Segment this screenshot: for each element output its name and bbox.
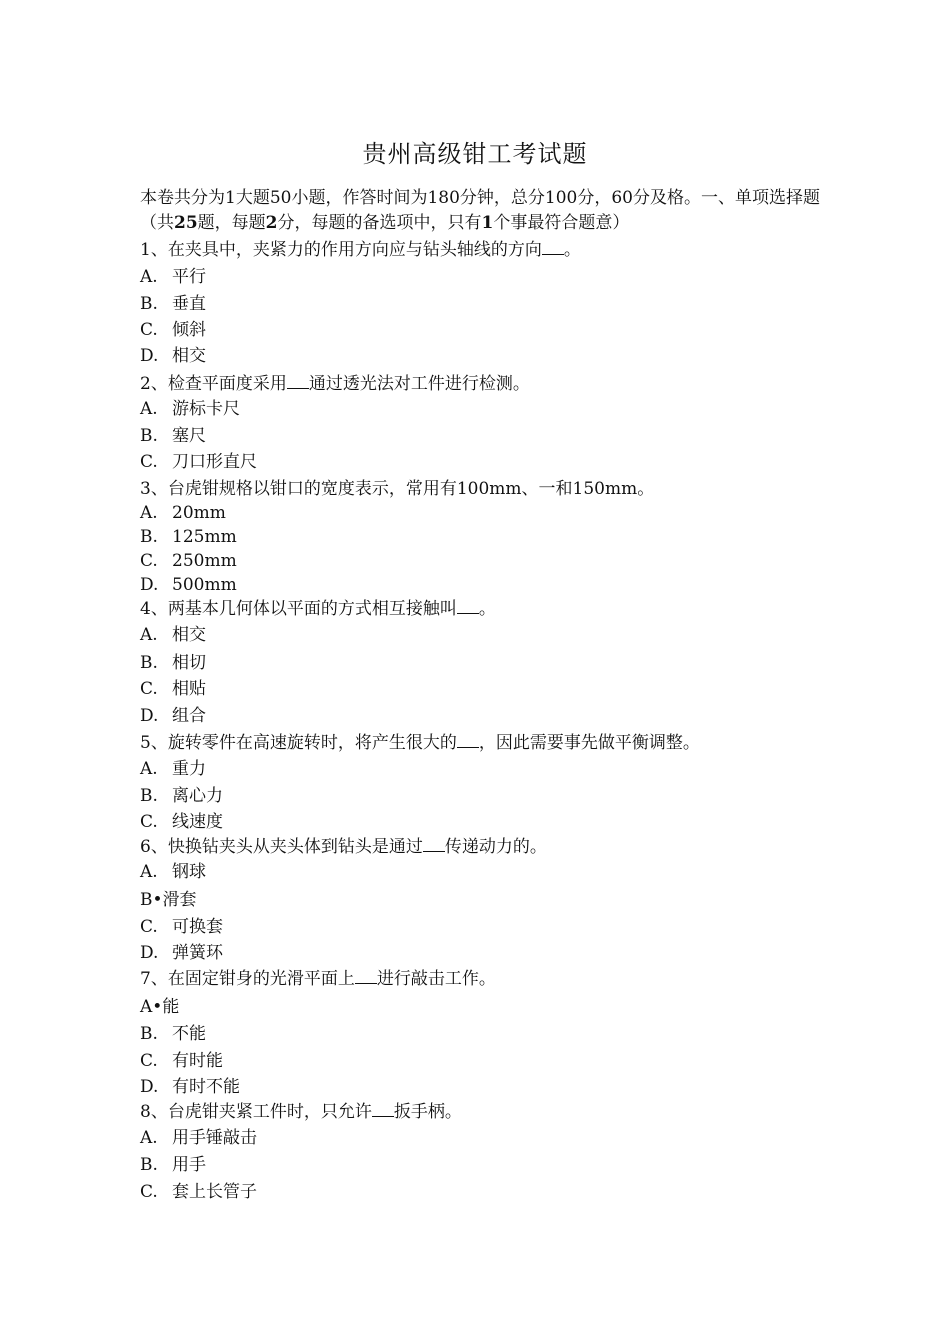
option-letter: B. (140, 294, 158, 314)
question-text: 在夹具中，夹紧力的作用方向应与钻头轴线的方向 (167, 240, 542, 260)
option-letter: A. (140, 503, 158, 523)
option-text: 滑套 (162, 890, 197, 910)
option-text: 平行 (172, 267, 206, 287)
answer-option (140, 345, 206, 367)
question-number: 6、 (140, 837, 168, 857)
points-per-question: 2 (265, 213, 278, 233)
option-text: 刀口形直尺 (172, 452, 257, 472)
answer-option (140, 266, 206, 288)
question-stem (140, 373, 530, 395)
question-text: 台虎钳夹紧工件时，只允许 (167, 1102, 372, 1122)
intro-text-4: 个事最符合题意） (493, 213, 630, 233)
option-letter: D. (140, 346, 159, 366)
option-letter: C. (140, 917, 158, 937)
correct-count: 1 (481, 213, 494, 233)
answer-blank (542, 240, 564, 255)
option-letter: B. (140, 426, 158, 446)
answer-option (140, 526, 237, 548)
intro-text-2: 题，每题 (197, 213, 266, 233)
question-text: 两基本几何体以平面的方式相互接触叫 (167, 599, 457, 619)
option-letter: C. (140, 452, 158, 472)
answer-option (140, 811, 223, 833)
option-letter: C. (140, 1051, 158, 1071)
option-text: 相贴 (172, 679, 206, 699)
option-letter: D. (140, 575, 159, 595)
question-number: 2、 (140, 374, 168, 394)
answer-option (140, 550, 237, 572)
intro-text-1: 本卷共分为1大题50小题，作答时间为180分钟，总分100分，60分及格。一、单项选择题（共 (140, 188, 820, 233)
question-text-after: 传递动力的。 (444, 837, 547, 857)
answer-option (140, 996, 179, 1018)
answer-blank (355, 969, 377, 984)
answer-option (140, 574, 237, 596)
answer-option (140, 624, 206, 646)
option-letter: C. (140, 679, 158, 699)
question-number: 1、 (140, 240, 168, 260)
option-text: 倾斜 (172, 320, 206, 340)
question-stem (140, 478, 654, 500)
option-text: 离心力 (172, 786, 223, 806)
answer-option (140, 1076, 240, 1098)
question-text: 检查平面度采用 (167, 374, 287, 394)
option-text: 250mm (172, 551, 237, 571)
question-text: 台虎钳规格以钳口的宽度表示，常用有100mm、一和150mm。 (167, 479, 655, 499)
answer-option (140, 785, 223, 807)
answer-option (140, 758, 206, 780)
option-letter: C. (140, 551, 158, 571)
option-text: 相交 (172, 346, 206, 366)
answer-option (140, 1127, 257, 1149)
question-stem (140, 836, 547, 858)
answer-option (140, 319, 206, 341)
option-text: 可换套 (172, 917, 223, 937)
question-text-after: 进行敲击工作。 (376, 969, 496, 989)
answer-blank (457, 599, 479, 614)
option-text: 能 (162, 997, 180, 1017)
answer-option (140, 861, 206, 883)
option-letter: A• (140, 997, 163, 1017)
question-text: 旋转零件在高速旋转时，将产生很大的 (167, 733, 457, 753)
question-number: 3、 (140, 479, 168, 499)
answer-option (140, 451, 257, 473)
option-text: 重力 (172, 759, 206, 779)
option-letter: A. (140, 759, 158, 779)
question-stem (140, 598, 496, 620)
option-text: 弹簧环 (172, 943, 223, 963)
intro-text-3: 分，每题的备选项中，只有 (277, 213, 482, 233)
exam-instructions (140, 186, 830, 236)
question-stem (140, 968, 496, 990)
option-letter: A. (140, 1128, 158, 1148)
answer-option (140, 678, 206, 700)
option-text: 垂直 (172, 294, 206, 314)
option-text: 线速度 (172, 812, 223, 832)
option-text: 钢球 (172, 862, 206, 882)
question-stem (140, 239, 581, 261)
option-letter: B. (140, 527, 158, 547)
question-text-after: 通过透光法对工件进行检测。 (308, 374, 530, 394)
option-letter: A. (140, 862, 158, 882)
option-letter: A. (140, 399, 158, 419)
question-stem (140, 732, 700, 754)
option-text: 游标卡尺 (172, 399, 240, 419)
answer-blank (372, 1102, 394, 1117)
option-text: 125mm (172, 527, 237, 547)
option-text: 相切 (172, 653, 206, 673)
question-text: 在固定钳身的光滑平面上 (167, 969, 355, 989)
option-text: 有时不能 (172, 1077, 240, 1097)
question-number: 7、 (140, 969, 168, 989)
option-text: 不能 (172, 1024, 206, 1044)
option-text: 用手 (172, 1155, 206, 1175)
option-letter: B• (140, 890, 163, 910)
option-letter: C. (140, 320, 158, 340)
question-number: 4、 (140, 599, 168, 619)
option-text: 塞尺 (172, 426, 206, 446)
option-text: 相交 (172, 625, 206, 645)
option-letter: B. (140, 786, 158, 806)
option-letter: D. (140, 706, 159, 726)
option-letter: B. (140, 1024, 158, 1044)
answer-option (140, 705, 206, 727)
question-count: 25 (174, 213, 198, 233)
question-text-after: 。 (563, 240, 581, 260)
answer-option (140, 293, 206, 315)
question-text: 快换钻夹头从夹头体到钻头是通过 (167, 837, 423, 857)
question-stem (140, 1101, 462, 1123)
answer-option (140, 1181, 257, 1203)
answer-option (140, 1154, 206, 1176)
answer-option (140, 889, 197, 911)
option-text: 套上长管子 (172, 1182, 257, 1202)
question-number: 5、 (140, 733, 168, 753)
option-letter: D. (140, 1077, 159, 1097)
answer-option (140, 1023, 206, 1045)
question-text-after: 。 (478, 599, 496, 619)
option-letter: C. (140, 812, 158, 832)
answer-blank (457, 733, 479, 748)
answer-option (140, 502, 226, 524)
option-letter: D. (140, 943, 159, 963)
answer-option (140, 425, 206, 447)
answer-option (140, 1050, 223, 1072)
option-letter: B. (140, 1155, 158, 1175)
answer-option (140, 942, 223, 964)
answer-blank (423, 837, 445, 852)
question-text-after: ，因此需要事先做平衡调整。 (478, 733, 700, 753)
option-letter: B. (140, 653, 158, 673)
option-letter: C. (140, 1182, 158, 1202)
answer-option (140, 652, 206, 674)
answer-option (140, 398, 240, 420)
option-text: 20mm (172, 503, 226, 523)
answer-blank (287, 374, 309, 389)
option-letter: A. (140, 625, 158, 645)
answer-option (140, 916, 223, 938)
option-text: 有时能 (172, 1051, 223, 1071)
option-text: 组合 (172, 706, 206, 726)
page-title: 贵州高级钳工考试题 (362, 140, 588, 168)
option-text: 用手锤敲击 (172, 1128, 257, 1148)
option-text: 500mm (172, 575, 237, 595)
option-letter: A. (140, 267, 158, 287)
question-text-after: 扳手柄。 (393, 1102, 462, 1122)
question-number: 8、 (140, 1102, 168, 1122)
